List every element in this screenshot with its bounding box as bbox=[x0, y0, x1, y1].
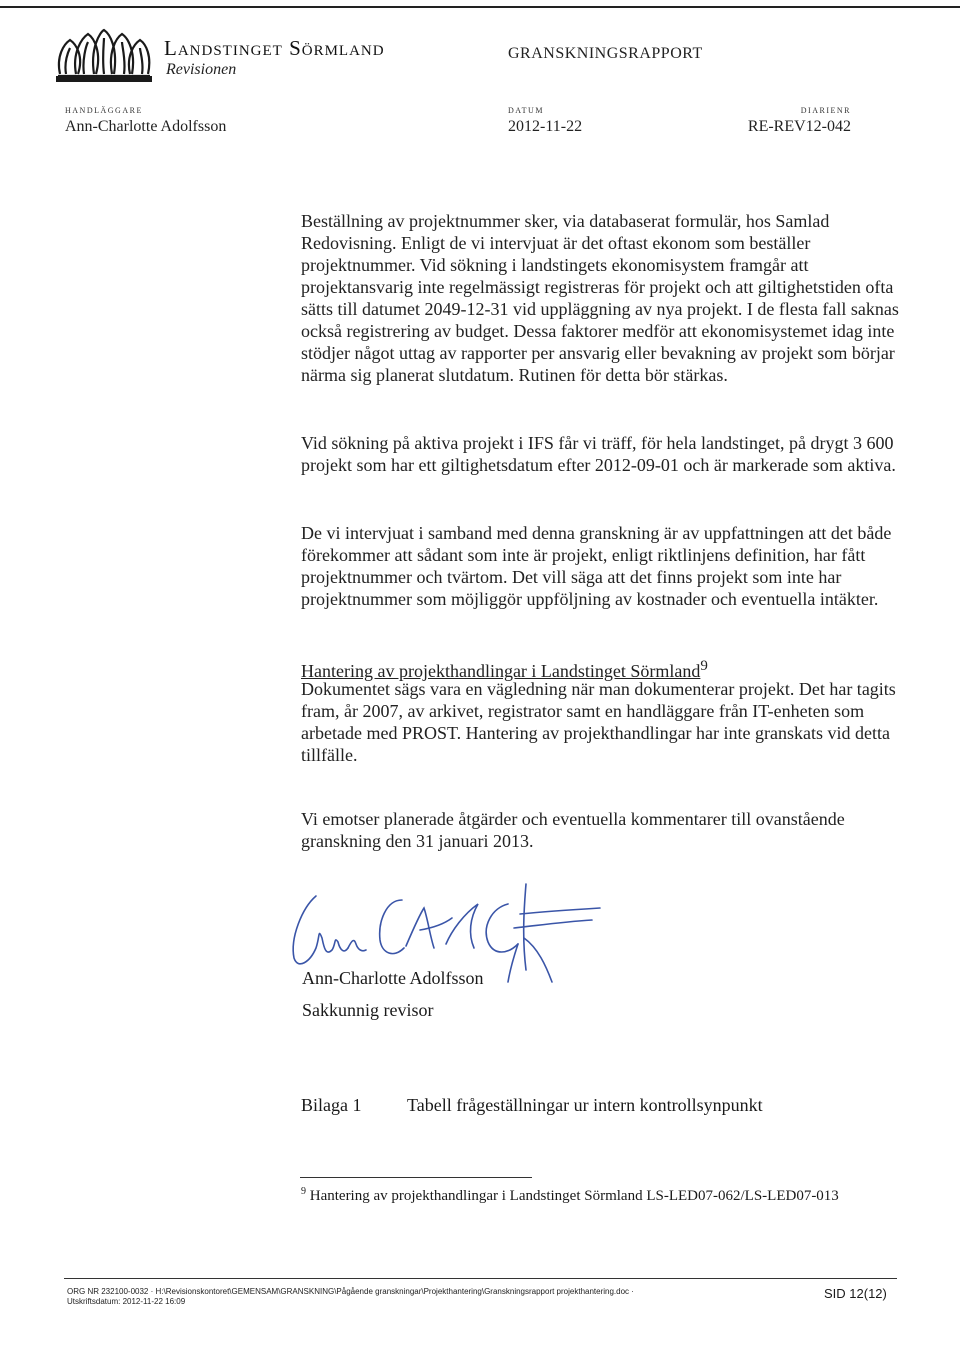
crown-logo bbox=[54, 26, 154, 84]
footer-path: ORG NR 232100-0032 · H:\Revisionskontoret\GEMENSAM\GRANSKNING\Pågående granskningar\Projekthantering\Granskningsrapport projekthantering.doc · bbox=[67, 1287, 634, 1296]
paragraph-3: De vi intervjuat i samband med denna granskning är av uppfattningen att det både förekommer att sådant som inte är projekt, enligt riktlinjens definition, har fått projektnummer och tvärtom. Det vill säga att det finns projekt som inte har projektnummer som möjliggör uppföljning av kostnader och eventuella intäkter. bbox=[301, 523, 892, 609]
signatory-name: Ann-Charlotte Adolfsson bbox=[302, 968, 484, 988]
diarienr-value: RE-REV12-042 bbox=[747, 118, 851, 135]
footer-divider bbox=[64, 1278, 897, 1279]
datum-value: 2012-11-22 bbox=[508, 118, 583, 135]
org-subtitle: Revisionen bbox=[166, 61, 237, 78]
diarienr-label: DIARIENR bbox=[800, 106, 851, 115]
footnote bbox=[301, 1186, 839, 1205]
signatory-title: Sakkunnig revisor bbox=[302, 1000, 434, 1020]
attachment-title: Tabell frågeställningar ur intern kontrollsynpunkt bbox=[407, 1095, 763, 1115]
handlaggare-label: HANDLÄGGARE bbox=[65, 106, 143, 115]
footnote-divider bbox=[300, 1177, 532, 1178]
footnote-number: 9 bbox=[301, 1186, 306, 1197]
paragraph-2: Vid sökning på aktiva projekt i IFS får vi träff, för hela landstinget, på drygt 3 600 projekt som har ett giltighetsdatum efter 2012-09-01 och är markerade som aktiva. bbox=[301, 433, 896, 475]
paragraph-1: Beställning av projektnummer sker, via databaserat formulär, hos Samlad Redovisning. Enligt de vi intervjuat är det oftast ekonom som beställer projektnummer. Vid sökning i landstingets ekonomisystem framgår att projektansvarig inte regelmässigt registreras för projekt och att giltighetstiden ofta sätts till datumet 2049-12-31 vid uppläggning av nya projekt. I de flesta fall saknas också registrering av budget. Dessa faktorer medför att ekonomisystemet idag inte stödjer något uttag av rapporter per ansvarig eller bevakning av projekt som börjar närma sig planerat slutdatum. Rutinen för detta bör stärkas. bbox=[301, 211, 899, 385]
datum-label: DATUM bbox=[508, 106, 544, 115]
page-number: SID 12(12) bbox=[824, 1286, 887, 1301]
top-border bbox=[0, 6, 960, 8]
handlaggare-value: Ann-Charlotte Adolfsson bbox=[65, 118, 227, 135]
paragraph-5: Vi emotser planerade åtgärder och eventuella kommentarer till ovanstående granskning den 31 januari 2013. bbox=[301, 809, 845, 851]
footnote-text: Hantering av projekthandlingar i Landstinget Sörmland LS-LED07-062/LS-LED07-013 bbox=[309, 1188, 839, 1204]
attachment-label: Bilaga 1 bbox=[301, 1095, 362, 1115]
document-type: GRANSKNINGSRAPPORT bbox=[508, 45, 703, 62]
org-name: Landstinget Sörmland bbox=[164, 36, 385, 60]
section-heading-text: Hantering av projekthandlingar i Landstinget Sörmland bbox=[301, 661, 701, 681]
footnote-ref: 9 bbox=[700, 658, 708, 674]
footer-print-date: Utskriftsdatum: 2012-11-22 16:09 bbox=[67, 1297, 186, 1306]
paragraph-4: Dokumentet sägs vara en vägledning när man dokumenterar projekt. Det har tagits fram, år 2007, av arkivet, registrator samt en handläggare från IT-enheten som arbetade med PROST. Hantering av projekthandlingar har inte granskats vid detta tillfälle. bbox=[301, 679, 896, 765]
